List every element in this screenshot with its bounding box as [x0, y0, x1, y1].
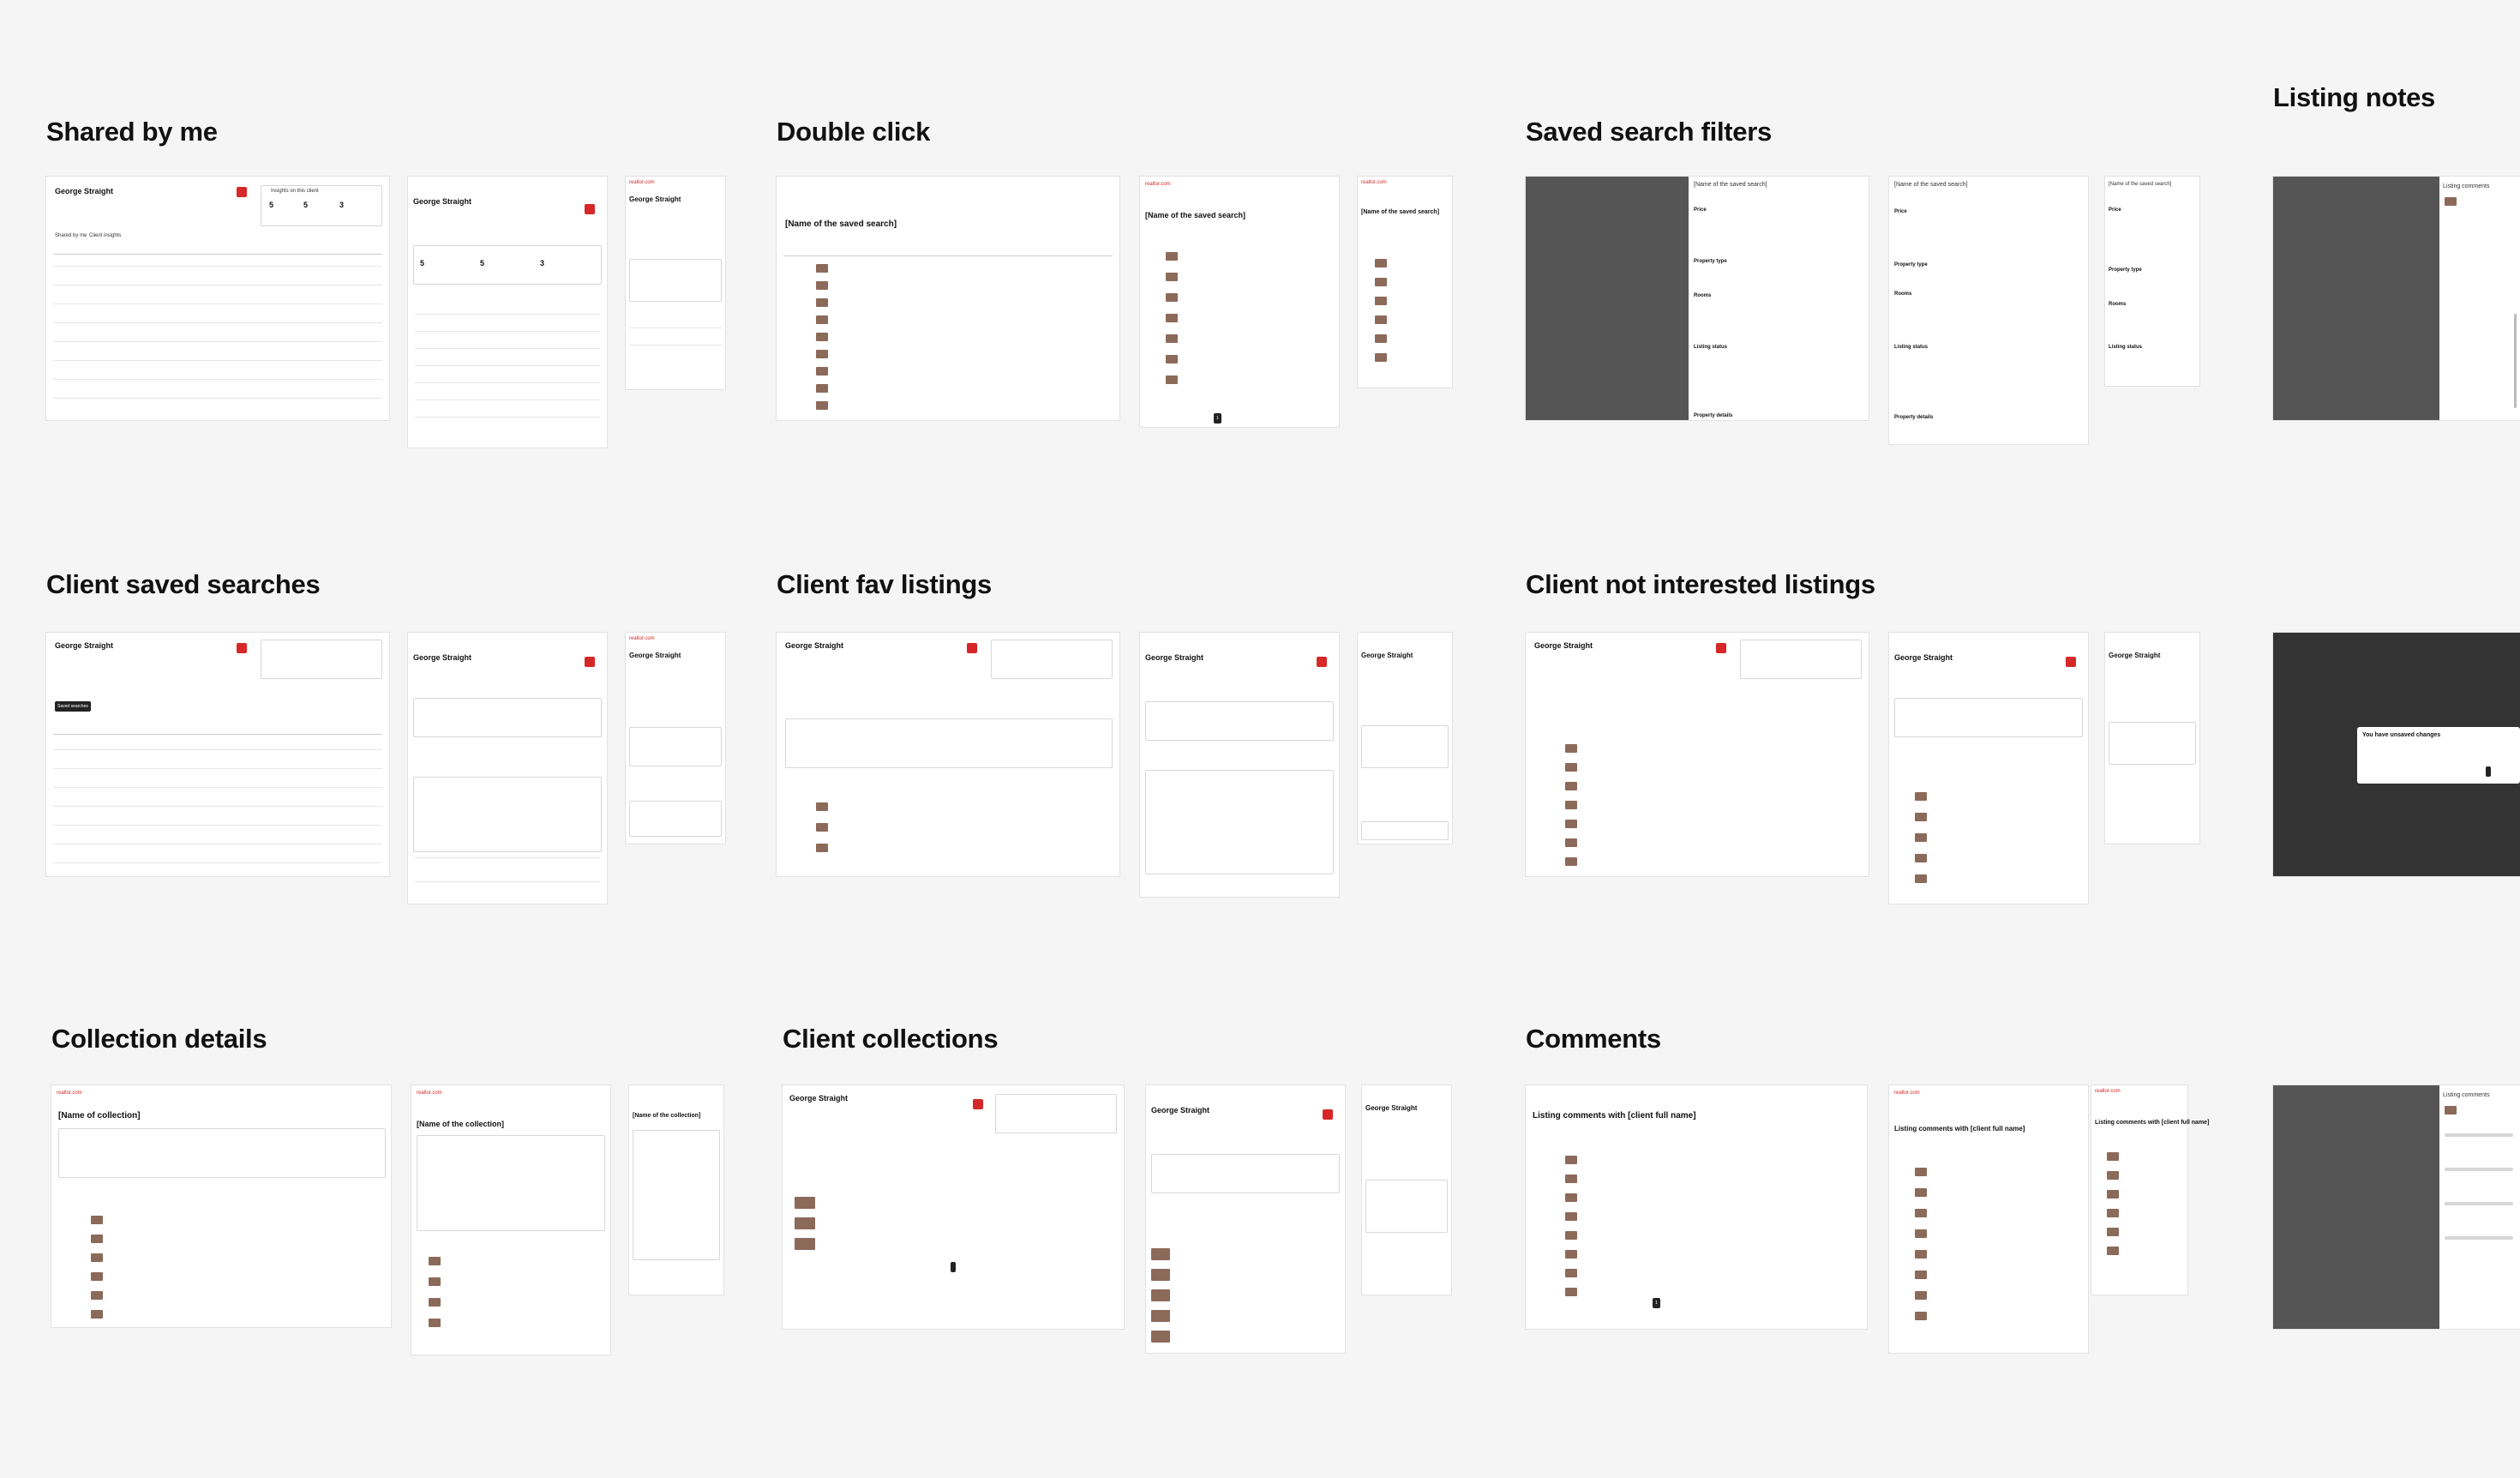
- listing-comments-icon[interactable]: [2066, 657, 2076, 667]
- listing-comments-icon[interactable]: [1323, 1109, 1333, 1120]
- frame-collection-details-mobile: [629, 1085, 723, 1295]
- frame-double-click-tablet: realtor.com [Name of the saved search] 1: [1140, 177, 1339, 427]
- filter-property-type: Property type: [1894, 262, 1928, 267]
- frame-shared-by-me-mobile: [626, 177, 725, 389]
- listing-comments-panel: [2439, 177, 2520, 420]
- frame-client-collections-desktop: [783, 1085, 1124, 1329]
- comments-title: Listing comments with [client full name]: [1533, 1111, 1696, 1121]
- section-title-client-collections: Client collections: [783, 1024, 999, 1054]
- section-title-client-not-interested: Client not interested listings: [1526, 569, 1875, 599]
- client-name: George Straight: [629, 195, 681, 203]
- section-title-comments: Comments: [1526, 1024, 1661, 1054]
- collection-title: [Name of collection]: [58, 1111, 141, 1121]
- brand-logo: realtor.com: [417, 1090, 442, 1096]
- filters-title: [Name of the saved search]: [2109, 182, 2172, 187]
- filter-listing-status: Listing status: [1694, 345, 1728, 350]
- insights-stat: 3: [339, 201, 345, 209]
- filter-property-type: Property type: [2109, 267, 2142, 273]
- frame-client-fav-listings-mobile: [1358, 633, 1452, 844]
- frame-collection-details-tablet: [411, 1085, 610, 1355]
- tab-client-insights[interactable]: Client insights: [89, 233, 122, 238]
- comments-title: Listing comments with [client full name]: [2095, 1120, 2210, 1126]
- section-title-collection-details: Collection details: [51, 1024, 267, 1054]
- section-title-listing-notes: Listing notes: [2273, 82, 2435, 112]
- frame-comments-tablet: [1889, 1085, 2088, 1353]
- client-name: George Straight: [1151, 1106, 1210, 1115]
- listing-comments-icon[interactable]: [585, 204, 595, 214]
- insights-title: Insights on this client: [271, 189, 319, 194]
- insights-stat: 5: [269, 201, 274, 209]
- section-title-saved-search-filters: Saved search filters: [1526, 117, 1772, 147]
- frame-client-saved-searches-desktop: George Straight Saved searches: [46, 633, 389, 876]
- insights-stat: 5: [480, 259, 485, 267]
- client-name: George Straight: [55, 641, 114, 650]
- insights-card: [413, 245, 602, 285]
- frame-shared-by-me-desktop: [46, 177, 389, 420]
- filter-rooms: Rooms: [2109, 302, 2127, 307]
- section-title-client-saved-searches: Client saved searches: [46, 569, 321, 599]
- client-name: George Straight: [785, 641, 844, 650]
- frame-client-fav-listings-tablet: [1140, 633, 1339, 897]
- frame-client-saved-searches-tablet: [408, 633, 607, 904]
- filter-listing-status: Listing status: [1894, 345, 1929, 350]
- client-name: George Straight: [629, 652, 681, 659]
- brand-logo: realtor.com: [629, 636, 655, 641]
- filter-property-details: Property details: [1894, 415, 1934, 420]
- frame-client-collections-mobile: [1362, 1085, 1451, 1295]
- comments-title: Listing comments with [client full name]: [1894, 1125, 2025, 1133]
- brand-logo: realtor.com: [1361, 180, 1387, 185]
- listing-comments-icon[interactable]: [585, 657, 595, 667]
- client-name: George Straight: [1145, 653, 1204, 662]
- saved-search-title: [Name of the saved search]: [785, 219, 897, 229]
- saved-search-title: [Name of the saved search]: [1145, 211, 1246, 219]
- filter-listing-status: Listing status: [2109, 345, 2143, 350]
- frame-comments-mobile: [2091, 1085, 2210, 1295]
- client-name: George Straight: [1365, 1104, 1418, 1112]
- listing-comments-title: Listing comments: [2443, 1092, 2490, 1098]
- filter-property-details: Property details: [1694, 413, 1733, 418]
- client-name: George Straight: [789, 1094, 849, 1102]
- saved-search-title: [Name of the saved search]: [1361, 209, 1440, 215]
- brand-logo: realtor.com: [2095, 1089, 2121, 1094]
- frame-saved-search-filters-tablet: [1889, 177, 2088, 444]
- listing-comments-icon[interactable]: [973, 1099, 983, 1109]
- frame-client-fav-listings-desktop: [777, 633, 1119, 876]
- frame-client-not-interested-desktop: [1526, 633, 1869, 876]
- filters-panel: [1689, 177, 1869, 420]
- client-name: George Straight: [1534, 641, 1593, 650]
- client-name: George Straight: [1361, 652, 1413, 659]
- insights-stat: 5: [420, 259, 425, 267]
- insights-stat: 3: [540, 259, 545, 267]
- discard-button[interactable]: [2486, 766, 2491, 777]
- frame-shared-by-me-tablet: [408, 177, 607, 448]
- frame-saved-search-filters-mobile: [2105, 177, 2199, 386]
- listing-comments-icon[interactable]: [1716, 643, 1726, 653]
- collection-title: [Name of the collection]: [417, 1120, 505, 1128]
- section-title-shared-by-me: Shared by me: [46, 117, 218, 147]
- client-name: George Straight: [55, 187, 114, 195]
- listing-comments-icon[interactable]: [1317, 657, 1327, 667]
- filter-price: Price: [1894, 209, 1907, 214]
- filter-rooms: Rooms: [1694, 293, 1712, 298]
- filter-price: Price: [1694, 207, 1707, 213]
- listing-comments-title: Listing comments: [2443, 183, 2490, 189]
- frame-saved-search-filters-desktop: [1526, 177, 1869, 420]
- listing-comments-icon[interactable]: [237, 187, 247, 197]
- listing-comments-icon[interactable]: [967, 643, 977, 653]
- listing-comments-icon[interactable]: [237, 643, 247, 653]
- filter-price: Price: [2109, 207, 2121, 213]
- filters-title: [Name of the saved search]: [1894, 182, 1968, 188]
- collection-title: [Name of the collection]: [633, 1113, 701, 1119]
- client-name: George Straight: [2109, 652, 2161, 659]
- frame-collection-details-desktop: [51, 1085, 391, 1327]
- frame-comments-desktop: Listing comments with [client full name] 1: [1526, 1085, 1867, 1329]
- listing-comments-panel: [2439, 1085, 2520, 1329]
- filter-property-type: Property type: [1694, 259, 1727, 264]
- frame-listing-notes-comments: [2273, 1085, 2520, 1329]
- frame-client-collections-tablet: [1146, 1085, 1345, 1353]
- tab-shared-by-me[interactable]: Shared by me: [55, 233, 87, 238]
- frame-client-not-interested-tablet: [1889, 633, 2088, 904]
- frame-listing-notes: [2273, 177, 2520, 420]
- filters-title: [Name of the saved search]: [1694, 182, 1767, 188]
- client-name: George Straight: [413, 653, 472, 662]
- brand-logo: realtor.com: [1894, 1090, 1920, 1096]
- insights-stat: 5: [303, 201, 309, 209]
- frame-double-click-mobile: [1358, 177, 1452, 388]
- client-name: George Straight: [1894, 653, 1953, 662]
- frame-client-saved-searches-mobile: [626, 633, 725, 844]
- brand-logo: realtor.com: [57, 1090, 82, 1096]
- section-title-double-click: Double click: [777, 117, 931, 147]
- frame-listing-notes-unsaved: [2273, 633, 2520, 876]
- brand-logo: realtor.com: [1145, 182, 1171, 187]
- brand-logo: realtor.com: [629, 180, 655, 185]
- frame-double-click-desktop: [777, 177, 1119, 420]
- filter-rooms: Rooms: [1894, 291, 1912, 297]
- frame-client-not-interested-mobile: [2105, 633, 2199, 844]
- unsaved-title: You have unsaved changes: [2362, 732, 2441, 738]
- unsaved-changes-dialog: [2357, 727, 2520, 784]
- client-name: George Straight: [413, 197, 472, 206]
- section-title-client-fav-listings: Client fav listings: [777, 569, 992, 599]
